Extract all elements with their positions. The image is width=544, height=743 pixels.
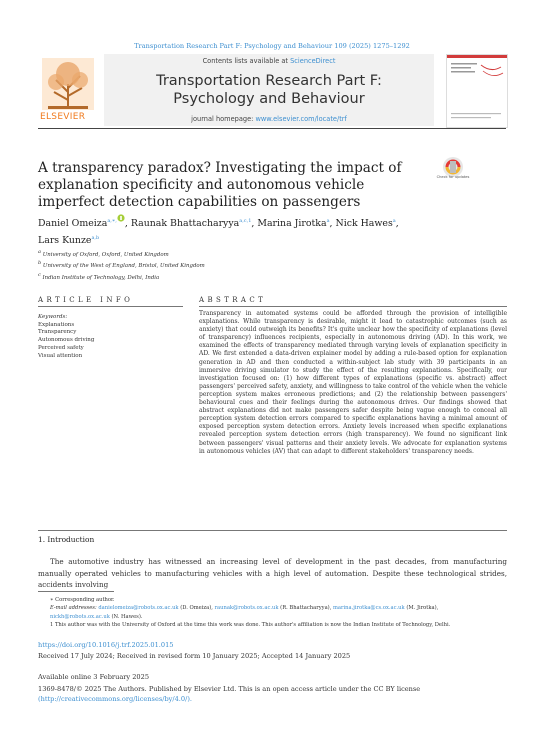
email-link[interactable]: marina.jirotka@cs.ox.ac.uk bbox=[333, 605, 405, 612]
homepage-prefix: journal homepage: bbox=[191, 115, 256, 123]
homepage-line bbox=[104, 115, 434, 123]
footnotes bbox=[38, 596, 507, 630]
journal-homepage-link[interactable]: www.elsevier.com/locate/trf bbox=[255, 115, 347, 123]
abstract-text: Transparency in automated systems could be afforded through the provision of intelligible explanations. While transparency is desirable, might it lead to catastrophic outcomes (such as anxiety) that could outweigh its benefits? It's quite unclear how the specificity of explanations (level of transparency) influences recipients, especially in autonomous driving (AD). In this work, we examined the effects of transparency mediated through varying levels of explanation specificity in AD. We first extended a data-driven explainer model by adding a rule-based option for explanation generation in AD and then conducted a within-subject lab study with 39 participants in an immersive driving simulator to study the effect of the resulting explanations. Specifically, our investigation focused on: (1) how different types of explanations (specific vs. abstract) affect passengers' perceived safety, anxiety, and willingness to take control of the vehicle when the vehicle perception system makes erroneous predictions; and (2) the relationship between passengers' behavioural cues and their feelings during the autonomous drives. Our findings showed that abstract explanations did not make passengers safer despite being vague enough to conceal all perception system detection errors compared to specific explanations having a minimal amount of exposed perception system detection errors. Anxiety levels increased when specific explanations revealed perception system detection errors (high transparency). We found no significant link between passengers' visual patterns and their anxiety levels. We advocate for explanation systems in autonomous vehicles (AV) that can adapt to different stakeholders' transparency needs. bbox=[199, 310, 507, 455]
author[interactable]: Nick Hawes$^a$ bbox=[335, 218, 396, 230]
journal-header bbox=[38, 54, 506, 129]
journal-title-line2: Psychology and Behaviour bbox=[173, 91, 365, 107]
journal-title-line1: Transportation Research Part F: bbox=[156, 73, 382, 89]
sciencedirect-link[interactable]: ScienceDirect bbox=[290, 57, 336, 65]
contents-prefix: Contents lists available at bbox=[202, 57, 291, 65]
email-link[interactable]: danielomeiza@robots.ox.ac.uk bbox=[98, 605, 179, 612]
available-online: Available online 3 February 2025 bbox=[38, 673, 150, 681]
footnote-divider bbox=[38, 591, 114, 592]
email-link[interactable]: nickh@robots.ox.ac.uk bbox=[50, 613, 110, 620]
email-link[interactable]: raunak@robots.ox.ac.uk bbox=[214, 605, 279, 612]
keywords-title: Keywords: bbox=[38, 314, 68, 320]
divider bbox=[38, 530, 507, 531]
email-addresses: E-mail addresses: danielomeiza@robots.ox.ac.uk (D. Omeiza), raunak@robots.ox.ac.uk (R. Bhattacharyya), marina.jirotka@cs.ox.ac.uk (M. Jirotka), nickh@robots.ox.ac.uk (N. Hawes). bbox=[50, 605, 439, 620]
affiliation: $^b$ University of the West of England, Bristol, United Kingdom bbox=[38, 260, 205, 270]
affiliation: $^c$ Indian Institute of Technology, Delhi, India bbox=[38, 271, 160, 281]
contents-line bbox=[104, 57, 434, 65]
abstract-heading: ABSTRACT bbox=[199, 296, 267, 304]
elsevier-wordmark: ELSEVIER bbox=[40, 112, 86, 122]
keyword: Explanations bbox=[38, 321, 75, 328]
orcid-icon[interactable] bbox=[117, 214, 125, 222]
corresponding-author-note: ∗ Corresponding author. bbox=[50, 597, 115, 603]
affiliation: $^a$ University of Oxford, Oxford, United Kingdom bbox=[38, 249, 169, 258]
author[interactable]: Lars Kunze$^{a,b}$ bbox=[38, 235, 100, 247]
journal-title bbox=[104, 72, 434, 108]
keyword: Visual attention bbox=[38, 352, 83, 359]
license-link[interactable]: (http://creativecommons.org/licenses/by/4.0/). bbox=[38, 695, 192, 703]
author[interactable]: Raunak Bhattacharyya$^{a,c,1}$ bbox=[130, 218, 252, 230]
introduction-text: The automotive industry has witnessed an increasing level of development in the past decades, from manufacturing manually operated vehicles to manufacturing vehicles with a high level of automation. Despite these technological strides, accidents involving bbox=[38, 557, 507, 589]
article-info-heading: ARTICLE INFO bbox=[38, 296, 134, 304]
author[interactable]: Marina Jirotka$^a$ bbox=[257, 218, 330, 230]
keyword: Perceived safety bbox=[38, 344, 84, 351]
affiliation-change-note: 1 This author was with the University of Oxford at the time this work was done. This author's affiliation is now the Indian Institute of Technology, Delhi. bbox=[50, 622, 451, 629]
author[interactable]: Daniel Omeiza$^{a,∗,}$ bbox=[38, 218, 125, 229]
affiliation-list bbox=[38, 248, 508, 282]
keywords-block bbox=[38, 314, 183, 360]
divider bbox=[199, 306, 507, 307]
license-statement: 1369-8478/© 2025 The Authors. Published by Elsevier Ltd. This is an open access article under the CC BY license (http://creativecommons.org/licenses/by/4.0/). bbox=[38, 685, 421, 703]
received-dates: Received 17 July 2024; Received in revised form 10 January 2025; Accepted 14 January 2025 bbox=[38, 652, 351, 660]
journal-citation[interactable]: Transportation Research Part F: Psychology and Behaviour 109 (2025) 1275–1292 bbox=[134, 42, 410, 50]
journal-info-box bbox=[104, 54, 434, 126]
divider bbox=[38, 306, 183, 307]
author-list: Daniel Omeiza$^{a,∗,}$ , Raunak Bhattacharyya$^{a,c,1}$, Marina Jirotka$^a$, Nick Hawes$^a$, Lars Kunze$^{a,b}$ bbox=[38, 214, 508, 248]
keyword: Transparency bbox=[38, 329, 77, 336]
article-title: A transparency paradox? Investigating the impact of explanation specificity and autonomous vehicle imperfect detection capabilities on passengers bbox=[38, 160, 402, 210]
crossmark-label[interactable]: Check for updates bbox=[436, 175, 470, 179]
journal-cover-thumbnail[interactable] bbox=[446, 54, 508, 128]
doi-link[interactable]: https://doi.org/10.1016/j.trf.2025.01.015 bbox=[38, 641, 174, 649]
keyword: Autonomous driving bbox=[38, 337, 95, 344]
introduction-heading: 1. Introduction bbox=[38, 535, 95, 544]
crossmark-icon[interactable] bbox=[438, 155, 468, 185]
